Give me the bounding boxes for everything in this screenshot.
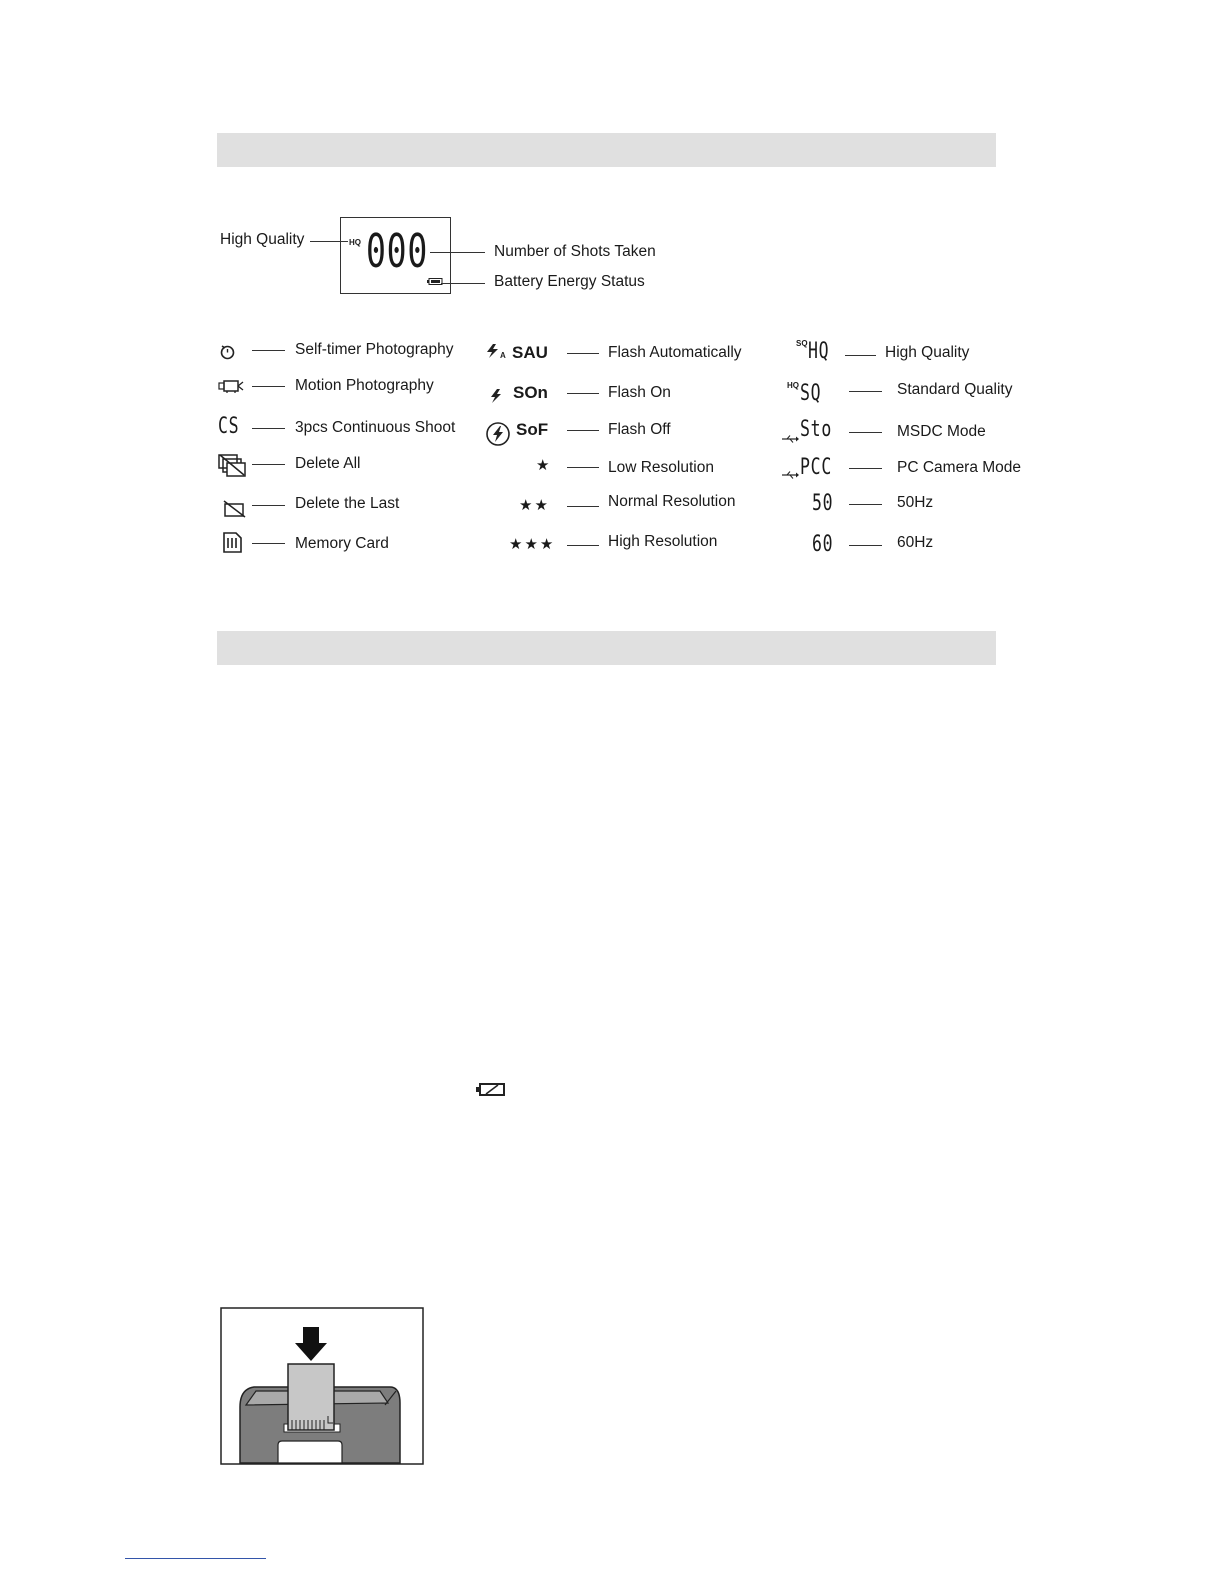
flash-off-icon	[486, 422, 512, 448]
msdc-segment-icon: Sto	[800, 417, 833, 442]
flash-off-code: SoF	[516, 420, 549, 439]
card-insertion-illustration	[220, 1307, 425, 1466]
section-header-bar-2	[217, 631, 996, 665]
dash	[252, 386, 285, 387]
sq-tag: SQ	[796, 339, 808, 348]
svg-text:A: A	[500, 351, 506, 360]
memory-card-icon	[221, 532, 243, 554]
dash	[845, 355, 876, 356]
label-delete-last: Delete the Last	[295, 495, 400, 512]
flash-auto-icon	[486, 343, 508, 359]
dash	[252, 464, 285, 465]
dash	[567, 467, 599, 468]
lcd-label-battery: Battery Energy Status	[494, 273, 645, 290]
lcd-hq-tag: HQ	[349, 238, 361, 247]
dash	[567, 545, 599, 546]
dash	[252, 505, 285, 506]
lcd-label-shots: Number of Shots Taken	[494, 243, 656, 260]
label-60hz: 60Hz	[897, 534, 934, 551]
label-50hz: 50Hz	[897, 494, 934, 511]
label-high-res: High Resolution	[608, 533, 718, 550]
lcd-counter: 000	[366, 224, 428, 278]
label-flash-off: Flash Off	[608, 421, 671, 438]
sq-segment-icon: SQ	[800, 381, 822, 406]
label-standard-quality: Standard Quality	[897, 381, 1013, 398]
hq-tag: HQ	[787, 381, 799, 390]
continuous-shoot-icon: CS	[218, 414, 240, 439]
dash	[849, 432, 882, 433]
hz60-segment-icon: 60	[812, 532, 834, 557]
hz50-segment-icon: 50	[812, 491, 834, 516]
label-flash-auto: Flash Automatically	[608, 344, 742, 361]
lcd-label-high-quality: High Quality	[220, 231, 305, 248]
label-continuous: 3pcs Continuous Shoot	[295, 419, 456, 436]
dash	[567, 506, 599, 507]
dash	[849, 545, 882, 546]
delete-last-icon	[223, 499, 247, 519]
footer-underline	[125, 1558, 266, 1559]
dash	[567, 353, 599, 354]
dash	[849, 391, 882, 392]
label-msdc: MSDC Mode	[897, 423, 986, 440]
dash	[567, 430, 599, 431]
lcd-battery-icon	[427, 278, 443, 286]
label-self-timer: Self-timer Photography	[295, 341, 454, 358]
flash-auto-code: SAU	[512, 343, 548, 362]
section-header-bar-1	[217, 133, 996, 167]
hq-segment-icon: HQ	[808, 339, 830, 364]
usb-icon	[781, 434, 799, 444]
pc-camera-segment-icon: PCC	[800, 455, 833, 480]
dash	[252, 350, 285, 351]
label-pc-camera: PC Camera Mode	[897, 459, 1022, 476]
flash-on-code: SOn	[513, 383, 548, 402]
label-high-quality: High Quality	[885, 344, 970, 361]
label-flash-on: Flash On	[608, 384, 671, 401]
label-memory-card: Memory Card	[295, 535, 389, 552]
one-star-icon: ★	[536, 457, 552, 474]
dash	[849, 468, 882, 469]
dash	[252, 428, 285, 429]
three-star-icon: ★★★	[509, 536, 556, 553]
delete-all-icon	[218, 453, 248, 479]
low-battery-icon	[476, 1083, 506, 1097]
lcd-display	[340, 217, 451, 294]
dash	[849, 504, 882, 505]
dash	[567, 393, 599, 394]
two-star-icon: ★★	[519, 497, 550, 514]
flash-on-icon	[489, 388, 503, 404]
leader-line	[430, 252, 485, 253]
dash	[252, 543, 285, 544]
label-normal-res: Normal Resolution	[608, 493, 736, 510]
usb-icon	[781, 470, 799, 480]
leader-line	[441, 283, 485, 284]
label-delete-all: Delete All	[295, 455, 361, 472]
label-motion: Motion Photography	[295, 377, 434, 394]
label-low-res: Low Resolution	[608, 459, 714, 476]
self-timer-icon	[219, 343, 237, 361]
motion-camera-icon	[218, 379, 244, 394]
